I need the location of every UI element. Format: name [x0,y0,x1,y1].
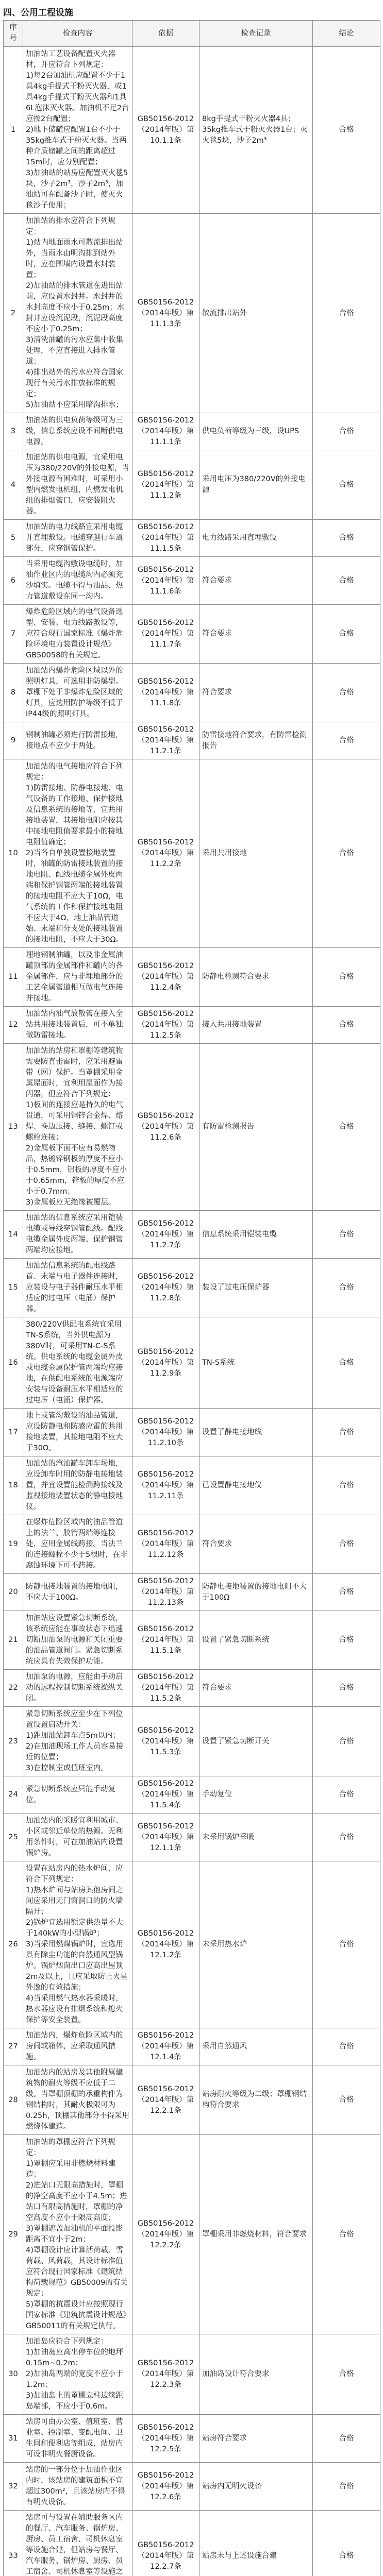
row-number: 17 [4,1409,23,1456]
row-basis: GB50156-2012（2014年版）第12.1.2条 [132,1861,199,2028]
row-record: 符合要求 [199,1670,313,1707]
row-number: 12 [4,1007,23,1044]
table-row [4,2135,380,2334]
row-result: 合格 [313,2415,380,2463]
row-record: TN-S系统 [199,1317,313,1409]
table-row [4,2415,380,2463]
row-number: 27 [4,2028,23,2065]
row-result: 合格 [313,1044,380,1211]
row-basis: GB50156-2012（2014年版）第12.2.5条 [132,2415,199,2463]
row-record: 接入共用接地装置 [199,1007,313,1044]
row-item: 加油站的排水应符合下列规定： 1)站内地面雨水可散流排出站外，当雨水由明沟排到站外时，应在围墙内设置水封装置； 2)加油站的排水管道在进出站前，应设置水封井。水封井的水封高度不应小于0.25m；水封井应设沉泥段，沉泥段高度不应小于0.25m； 3)清洗油罐的污水应集中收集处理，不应直接进入排水管道； 4)排出站外的污水应符合国家现行有关污水排放标准的规定； 5)加油站不应采用暗沟排水； [23,214,132,413]
row-result: 合格 [313,2028,380,2065]
table-row [4,1814,380,1861]
row-item: 爆炸危险区域内的电气设备选型、安装、电力线路敷设等，应符合现行国家标准《爆炸危险环境电力装置设计规范》GB50058的有关规定。 [23,605,132,664]
header-basis: 依据 [132,21,199,47]
row-record: 站房符合要求 [199,2415,313,2463]
row-record: 符合要求 [199,1515,313,1574]
row-basis: GB50156-2012（2014年版）第11.2.8条 [132,1259,199,1317]
table-row [4,2511,380,2576]
row-number: 14 [4,1211,23,1259]
table-row [4,47,380,214]
row-item: 加油站的汽油罐车卸车场地，应设卸车时用的防静电接地装置，并宜设置能检测跨接线及监视接地装置状态的静电接地仪。 [23,1456,132,1515]
row-item: 埋地钢制油罐，以及非金属油罐顶部的金属部件和罐内的各金属部件，应与非埋地部分的工艺金属管道相互做电气连接并接地。 [23,948,132,1007]
row-number: 26 [4,1861,23,2028]
table-row [4,1317,380,1409]
row-record: 符合要求 [199,605,313,664]
row-item: 加油泵的电源，应能由手动启动的远程控制切断系统操纵关闭。 [23,1670,132,1707]
row-number: 28 [4,2065,23,2135]
row-result: 合格 [313,1007,380,1044]
table-body [4,47,380,2576]
table-row [4,520,380,557]
row-item: 加油站应设置紧急切断系统，该系统应能在事故状态下迅速切断加油泵的电源和关闭重要的油品管道阀门。紧急切断系统应具有失效保护功能。 [23,1611,132,1670]
table-row [4,722,380,759]
row-number: 15 [4,1259,23,1317]
row-basis: GB50156-2012（2014年版）第12.2.3条 [132,2334,199,2415]
table-row [4,1776,380,1814]
row-number: 33 [4,2511,23,2576]
row-basis: GB50156-2012（2014年版）第11.1.5条 [132,520,199,557]
row-number: 31 [4,2415,23,2463]
table-row [4,1259,380,1317]
row-result: 合格 [313,1814,380,1861]
table-row [4,1211,380,1259]
row-record: 手动复位 [199,1776,313,1814]
table-row [4,1044,380,1211]
section-title: 四、公用工程设施 [3,8,73,18]
table-row [4,1007,380,1044]
row-number: 7 [4,605,23,664]
table-row [4,1707,380,1776]
row-record: 设置了紧急切断系统 [199,1611,313,1670]
row-item: 设置在站房内的热水炉间，应符合下列规定： 1)热水炉间与站房其他房间之间应采用无门窗洞口的防火墙隔开； 2)锅炉宜选用额定供热量不大于140kW的小型锅炉； 3)当采用燃煤锅炉时，宜选用具有除尘功能的自然通风型锅炉。锅炉烟囱出口应高出屋顶2m及以上，且应采取防止火星外逸的有效措施； 4)当采用燃气热水器采暖时，热水器应设有排烟系统和熄火保护等安全装置。 [23,1861,132,2028]
row-item: 在爆炸危险区域内的油品管道上的法兰、胶管两端等连接处，应用金属线跨接。当法兰的连接螺栓不少于5根时，在非腐蚀环境下可不跨接。 [23,1515,132,1574]
row-basis: GB50156-2012（2014年版）第11.1.3条 [132,214,199,413]
row-record: 站房耐火等级为二级；罩棚钢结构符合要求 [199,2065,313,2135]
row-item: 紧急切断系统应至少在下列位置设置启动开关： 1)距加油站卸车点5m以内； 2)在加油现场工作人员容易接近的位置； 3)在控制室或值班室内。 [23,1707,132,1776]
row-basis: GB50156-2012（2014年版）第11.5.3条 [132,1707,199,1776]
row-basis: GB50156-2012（2014年版）第11.2.5条 [132,1007,199,1044]
row-item: 加油站的信息系统应采用铠装电缆或导线穿钢管配线。配线电缆金属外皮两端、保护钢管两端均应接地。 [23,1211,132,1259]
row-number: 29 [4,2135,23,2334]
row-basis: GB50156-2012（2014年版）第11.2.4条 [132,948,199,1007]
row-basis: GB50156-2012（2014年版）第11.5.1条 [132,1611,199,1670]
table-row [4,1409,380,1456]
row-number: 21 [4,1611,23,1670]
row-result: 合格 [313,214,380,413]
row-result: 合格 [313,948,380,1007]
row-record: 罩棚采用非燃烧材料，符合要求 [199,2135,313,2334]
row-item: 加油站的供电电源，宜采用电压为380/220V的外接电源，当外接电源有困难时，可采用小型内燃发电机组，内燃发电机组的排烟管口，应安装阻火器。 [23,450,132,520]
row-record: 符合要求 [199,557,313,605]
row-item: 加油站的站房和罩棚等建筑物需要防直击雷时，应采用避雷带（网）保护。当罩棚采用金属屋面时，宜利用屋面作为接闪器，但应符合下列规定： 1)板间的连接应是持久的电气贯通，可采用铜锌合金焊、熔焊、卷边压接、缝接、螺钉或螺栓连接； 2)金属板下面不应有易燃物品，热镀锌钢板的厚度不应小于0.5mm，铝板的厚度不应小于0.65mm，锌板的厚度不应小于0.7mm； 3)金属板应无绝缘被覆层。 [23,1044,132,1211]
row-number: 10 [4,759,23,948]
row-record: 站房内无明火设备 [199,2463,313,2511]
row-number: 2 [4,214,23,413]
row-result: 合格 [313,1670,380,1707]
row-number: 3 [4,413,23,450]
table-row [4,557,380,605]
table-row [4,759,380,948]
row-result: 合格 [313,1515,380,1574]
table-header-row [4,21,380,47]
row-number: 5 [4,520,23,557]
row-result: 合格 [313,2135,380,2334]
row-basis: GB50156-2012（2014年版）第12.2.7条 [132,2511,199,2576]
table-row [4,664,380,722]
row-number: 8 [4,664,23,722]
row-record: 设置了紧急切断开关 [199,1707,313,1776]
row-result: 合格 [313,1456,380,1515]
row-record: 采用共用接地 [199,759,313,948]
table-row [4,1861,380,2028]
row-number: 20 [4,1574,23,1611]
row-record: 电力线路采用直埋敷设 [199,520,313,557]
row-result: 合格 [313,664,380,722]
row-result: 合格 [313,47,380,214]
row-item: 防静电接地装置的接地电阻，不应大于100Ω。 [23,1574,132,1611]
row-item: 加油站的罩棚应符合下列规定： 1)罩棚应采用非燃烧材料建造； 2)进站口无限高措施时，罩棚的净空高度不应小于4.5m；进站口有限高措施时，罩棚的净空高度不应小于限高高度； 3)罩棚遮盖加油机的平面投影距离不宜小于2m； 4)罩棚设计应计算活荷载、雪荷载、风荷载，其设计标准值应符合现行国家标准《建筑结构荷载规范》GB50009的有关规定； 5)罩棚的抗震设计应按照现行国家标准《建筑抗震设计规范》GB50011的有关规定执行。 [23,2135,132,2334]
row-item: 380/220V供配电系统宜采用TN-S系统，当外供电源为380V时，可采用TN-C-S系统。供电系统的电缆金属外皮或电缆金属保护管两端均应接地，在供配电系统的电源端应安装与设备耐压水平相适应的过电压（电涌）保护器。 [23,1317,132,1409]
row-item: 钢制油罐必须进行防雷接地，接地点不应少于两处。 [23,722,132,759]
row-item: 加油站的电气接地应符合下列规定： 1)防雷接地、防静电接地、电气设备的工作接地、保护接地及信息系统的接地等，宜共用接地装置，其接地电阻应按其中接地电阻值要求最小的接地电阻值确定； 2)当各自单独设置接地装置时，油罐的防雷接地装置的接地电阻、配线电缆金属外皮两端和保护钢管两端的接地装置的接地电阻不应大于10Ω，电气系统的工作和保护接地电阻不应大于4Ω，地上油品管道始、末端和分支处的接地装置的接地电阻，不应大于30Ω。 [23,759,132,948]
row-record: 未采用热水炉 [199,1861,313,2028]
row-item: 站房可由办公室、值班室、营业室、控制室、变配电间、卫生间和便利店等组成，站房内可设非明火餐厨设备。 [23,2415,132,2463]
row-item: 加油站内油气放散管在接入全站共用接地装置后，可不单独做防雷接地。 [23,1007,132,1044]
row-result: 合格 [313,2511,380,2576]
row-item: 加油站内，爆炸危险区域内的房间或箱体，应采取通风措施。 [23,2028,132,2065]
row-record: 供电负荷等级为三级，设UPS [199,413,313,450]
row-number: 19 [4,1515,23,1574]
row-result: 合格 [313,1317,380,1409]
row-basis: GB50156-2012（2014年版）第11.1.7条 [132,605,199,664]
row-result: 合格 [313,2334,380,2415]
row-result: 合格 [313,605,380,664]
row-record: 防静电接地装置的接地电阻不大于100Ω [199,1574,313,1611]
row-basis: GB50156-2012（2014年版）第11.1.1条 [132,413,199,450]
row-basis: GB50156-2012（2014年版）第11.1.2条 [132,450,199,520]
row-result: 合格 [313,413,380,450]
row-number: 25 [4,1814,23,1861]
row-record: 信息系统采用铠装电缆 [199,1211,313,1259]
row-basis: GB50156-2012（2014年版）第12.1.1条 [132,1814,199,1861]
row-record: 装设了过电压保护器 [199,1259,313,1317]
row-item: 当采用电缆沟敷设电缆时，加油作业区内的电缆沟内必须充沙填实。电缆不得与油品、热力管道敷设在同一沟内。 [23,557,132,605]
row-record: 防静电检测符合要求 [199,948,313,1007]
row-basis: GB50156-2012（2014年版）第11.1.8条 [132,664,199,722]
row-item: 站房可与设置在辅助服务区内的餐厅、汽车服务、锅炉房、厨房、员工宿舍、司机休息室等设施合建，但站房与餐厅、汽车服务、锅炉房、厨房、员工宿舍、司机休息室等设施之 [23,2511,132,2576]
row-record: 已设置静电接地仪 [199,1456,313,1515]
row-record: 符合要求 [199,664,313,722]
table-row [4,2334,380,2415]
row-result: 合格 [313,1409,380,1456]
row-result: 合格 [313,1211,380,1259]
row-item: 加油站信息系统的配电线路首、末端与电子器件连接时，应装设与电子器件耐压水平相适应的过电压（电涌）保护器。 [23,1259,132,1317]
row-item: 加油站的电力线路宜采用电缆并直埋敷设。电缆穿越行车道部分，应穿钢管保护。 [23,520,132,557]
row-basis: GB50156-2012（2014年版）第11.5.2条 [132,1670,199,1707]
row-record: 设置了静电接地线 [199,1409,313,1456]
row-basis: GB50156-2012（2014年版）第11.2.1条 [132,722,199,759]
row-basis: GB50156-2012（2014年版）第11.1.6条 [132,557,199,605]
row-number: 9 [4,722,23,759]
row-item: 紧急切断系统应只能手动复位。 [23,1776,132,1814]
table-row [4,214,380,413]
row-basis: GB50156-2012（2014年版）第11.2.13条 [132,1574,199,1611]
table-row [4,1574,380,1611]
row-result: 合格 [313,1574,380,1611]
table-row [4,1670,380,1707]
row-item: 地上或管沟敷设的油品管道，应设防静电和防感应雷的共用接地装置，其接地电阻不应大于30Ω。 [23,1409,132,1456]
row-basis: GB50156-2012（2014年版）第12.1.4条 [132,2028,199,2065]
row-record: 防雷接地符合要求，有防雷检测报告 [199,722,313,759]
row-item: 站房的一部分位于加油作业区内时，该站房的建筑面积不宜超过300m²，且该站房内不得有明火设备。 [23,2463,132,2511]
row-number: 6 [4,557,23,605]
table-row [4,1611,380,1670]
row-item: 加油岛应符合下列规定： 1)加油岛应高出停车位的地坪0.15m~0.2m； 2)加油岛两端的宽度不应小于1.2m； 3)加油岛上的罩棚立柱边缘距岛端部，不应小于0.6m。 [23,2334,132,2415]
row-result: 合格 [313,2463,380,2511]
row-record: 采用自然通风 [199,2028,313,2065]
row-record: 站房未与上述设施合建 [199,2511,313,2576]
row-basis: GB50156-2012（2014年版）第11.2.2条 [132,759,199,948]
header-item: 检查内容 [23,21,132,47]
row-result: 合格 [313,1611,380,1670]
table-row [4,450,380,520]
row-result: 合格 [313,450,380,520]
row-record: 有防雷检测报告 [199,1044,313,1211]
row-basis: GB50156-2012（2014年版）第11.2.12条 [132,1515,199,1574]
header-result: 结论 [313,21,380,47]
row-number: 30 [4,2334,23,2415]
row-item: 加油站内的采暖宜利用城市、小区或邻近单位的热源。无利用条件时，可在加油站内设置锅炉房。 [23,1814,132,1861]
row-number: 24 [4,1776,23,1814]
row-basis: GB50156-2012（2014年版）第11.2.6条 [132,1044,199,1211]
row-result: 合格 [313,722,380,759]
row-item: 加油站的供电负荷等级可为三级，信息系统应设不间断供电电源。 [23,413,132,450]
table-row [4,413,380,450]
row-record: 采用电压为380/220V的外接电源 [199,450,313,520]
row-basis: GB50156-2012（2014年版）第12.2.1条 [132,2065,199,2135]
row-basis: GB50156-2012（2014年版）第10.1.1条 [132,47,199,214]
table-row [4,605,380,664]
row-basis: GB50156-2012（2014年版）第11.2.7条 [132,1211,199,1259]
header-record: 检查记录 [199,21,313,47]
row-number: 18 [4,1456,23,1515]
row-number: 1 [4,47,23,214]
table-row [4,2463,380,2511]
row-result: 合格 [313,2065,380,2135]
row-result: 合格 [313,1707,380,1776]
row-number: 16 [4,1317,23,1409]
row-number: 11 [4,948,23,1007]
inspection-table [3,20,380,2576]
table-row [4,1515,380,1574]
row-basis: GB50156-2012（2014年版）第11.2.9条 [132,1317,199,1409]
row-number: 23 [4,1707,23,1776]
row-result: 合格 [313,759,380,948]
row-result: 合格 [313,1861,380,2028]
row-basis: GB50156-2012（2014年版）第12.2.2条 [132,2135,199,2334]
row-record: 未采用锅炉采暖 [199,1814,313,1861]
row-record: 加油岛设计符合要求 [199,2334,313,2415]
row-result: 合格 [313,1776,380,1814]
row-basis: GB50156-2012（2014年版）第12.2.6条 [132,2463,199,2511]
row-item: 加油站内的站房及其他附属建筑物的耐火等级不应低于二级。当罩棚顶棚的承重构件为钢结构时，其耐火极限可为0.25h，顶棚其他部分不得采用燃烧体建造。 [23,2065,132,2135]
row-result: 合格 [313,1259,380,1317]
row-record: 8kg手提式干粉灭火器4具；35kg推车式干粉灭火器1台；灭火毯5块，沙子2m³ [199,47,313,214]
row-number: 32 [4,2463,23,2511]
row-record: 散流排出站外 [199,214,313,413]
row-result: 合格 [313,520,380,557]
table-row [4,948,380,1007]
row-item: 加油站内爆炸危险区域以外的照明灯具，可选用非防爆型。罩棚下处于非爆炸危险区域的灯具，应选用防护等级不低于IP44级的照明灯具。 [23,664,132,722]
row-result: 合格 [313,557,380,605]
table-row [4,2065,380,2135]
row-number: 22 [4,1670,23,1707]
table-row [4,2028,380,2065]
header-no: 序号 [4,21,23,47]
row-item: 加油站工艺设备配置灭火器材，并应符合下列规定： 1)每2台加油机应配置不少于1具4kg手提式干粉灭火器，或1具4kg手提式干粉灭火器和1具6L泡沫灭火器。加油机不足2台应按2台配置； 2)地下储罐应配置1台不小于35kg推车式干粉灭火器。当两种介质储罐之间的距离超过15m时，应分别配置； 3)加油站的站房应配置灭火毯5块，沙子2m³，沙子2m³，加油站可在配备沙子时，使灭火毯沙子使用； [23,47,132,214]
row-basis: GB50156-2012（2014年版）第11.5.4条 [132,1776,199,1814]
row-number: 13 [4,1044,23,1211]
table-row [4,1456,380,1515]
row-basis: GB50156-2012（2014年版）第11.2.11条 [132,1456,199,1515]
row-basis: GB50156-2012（2014年版）第11.2.10条 [132,1409,199,1456]
row-number: 4 [4,450,23,520]
